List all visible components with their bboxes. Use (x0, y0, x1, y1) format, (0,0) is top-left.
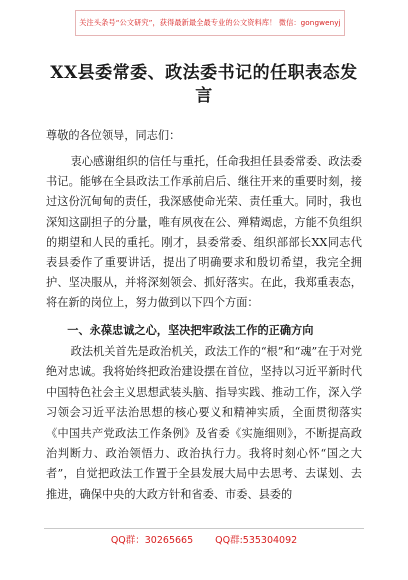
banner-text: 关注头条号“公文研究”，获得最新最全最专业的公文资料库！ 微信：gongwenyj (79, 18, 341, 27)
paragraph-1: 衷心感谢组织的信任与重托，任命我担任县委常委、政法委书记。能够在全县政法工作承前启后、继往开来的重要时刻，接过这份沉甸甸的责任，我深感使命光荣、责任重大。同时，我也深知这副担子的分量，唯有夙夜在公、殚精竭虑，方能不负组织的期望和人民的重托。刚才，县委常委、组织部部长XX同志代表县委作了重要讲话，提出了明确要求和殷切希望，我完全拥护、坚决服从，并将深刻领会、抓好落实。在此，我郑重表态，将在新的岗位上，努力做到以下四个方面： (46, 155, 362, 310)
footer-divider (44, 528, 364, 529)
footer-contact (0, 532, 408, 546)
footer-qq-group-2: QQ群:535304092 (215, 535, 298, 546)
document-title: XX县委常委、政法委书记的任职表态发言 (50, 63, 358, 106)
salutation: 尊敬的各位领导，同志们： (46, 129, 181, 142)
footer-qq-group-1: QQ群：30265665 (110, 535, 194, 546)
header-banner (75, 10, 345, 36)
section-1-heading: 一、永葆忠诚之心，坚决把牢政法工作的正确方向 (67, 323, 314, 337)
body-paragraph-group (46, 152, 362, 314)
section-1-paragraph: 政法机关首先是政治机关，政法工作的“根”和“魂”在于对党绝对忠诚。我将始终把政治建设摆在首位，坚持以习近平新时代中国特色社会主义思想武装头脑、指导实践、推动工作，深入学习领会习近平法治思想的核心要义和精神实质，全面贯彻落实《中国共产党政法工作条例》及省委《实施细则》，不断提高政治判断力、政治领悟力、政治执行力。我将时刻心怀“国之大者”，自觉把政法工作置于全县发展大局中去思考、去谋划、去推进，确保中央的大政方针和省委、市委、县委的 (46, 345, 363, 501)
section-1-body (46, 342, 362, 505)
